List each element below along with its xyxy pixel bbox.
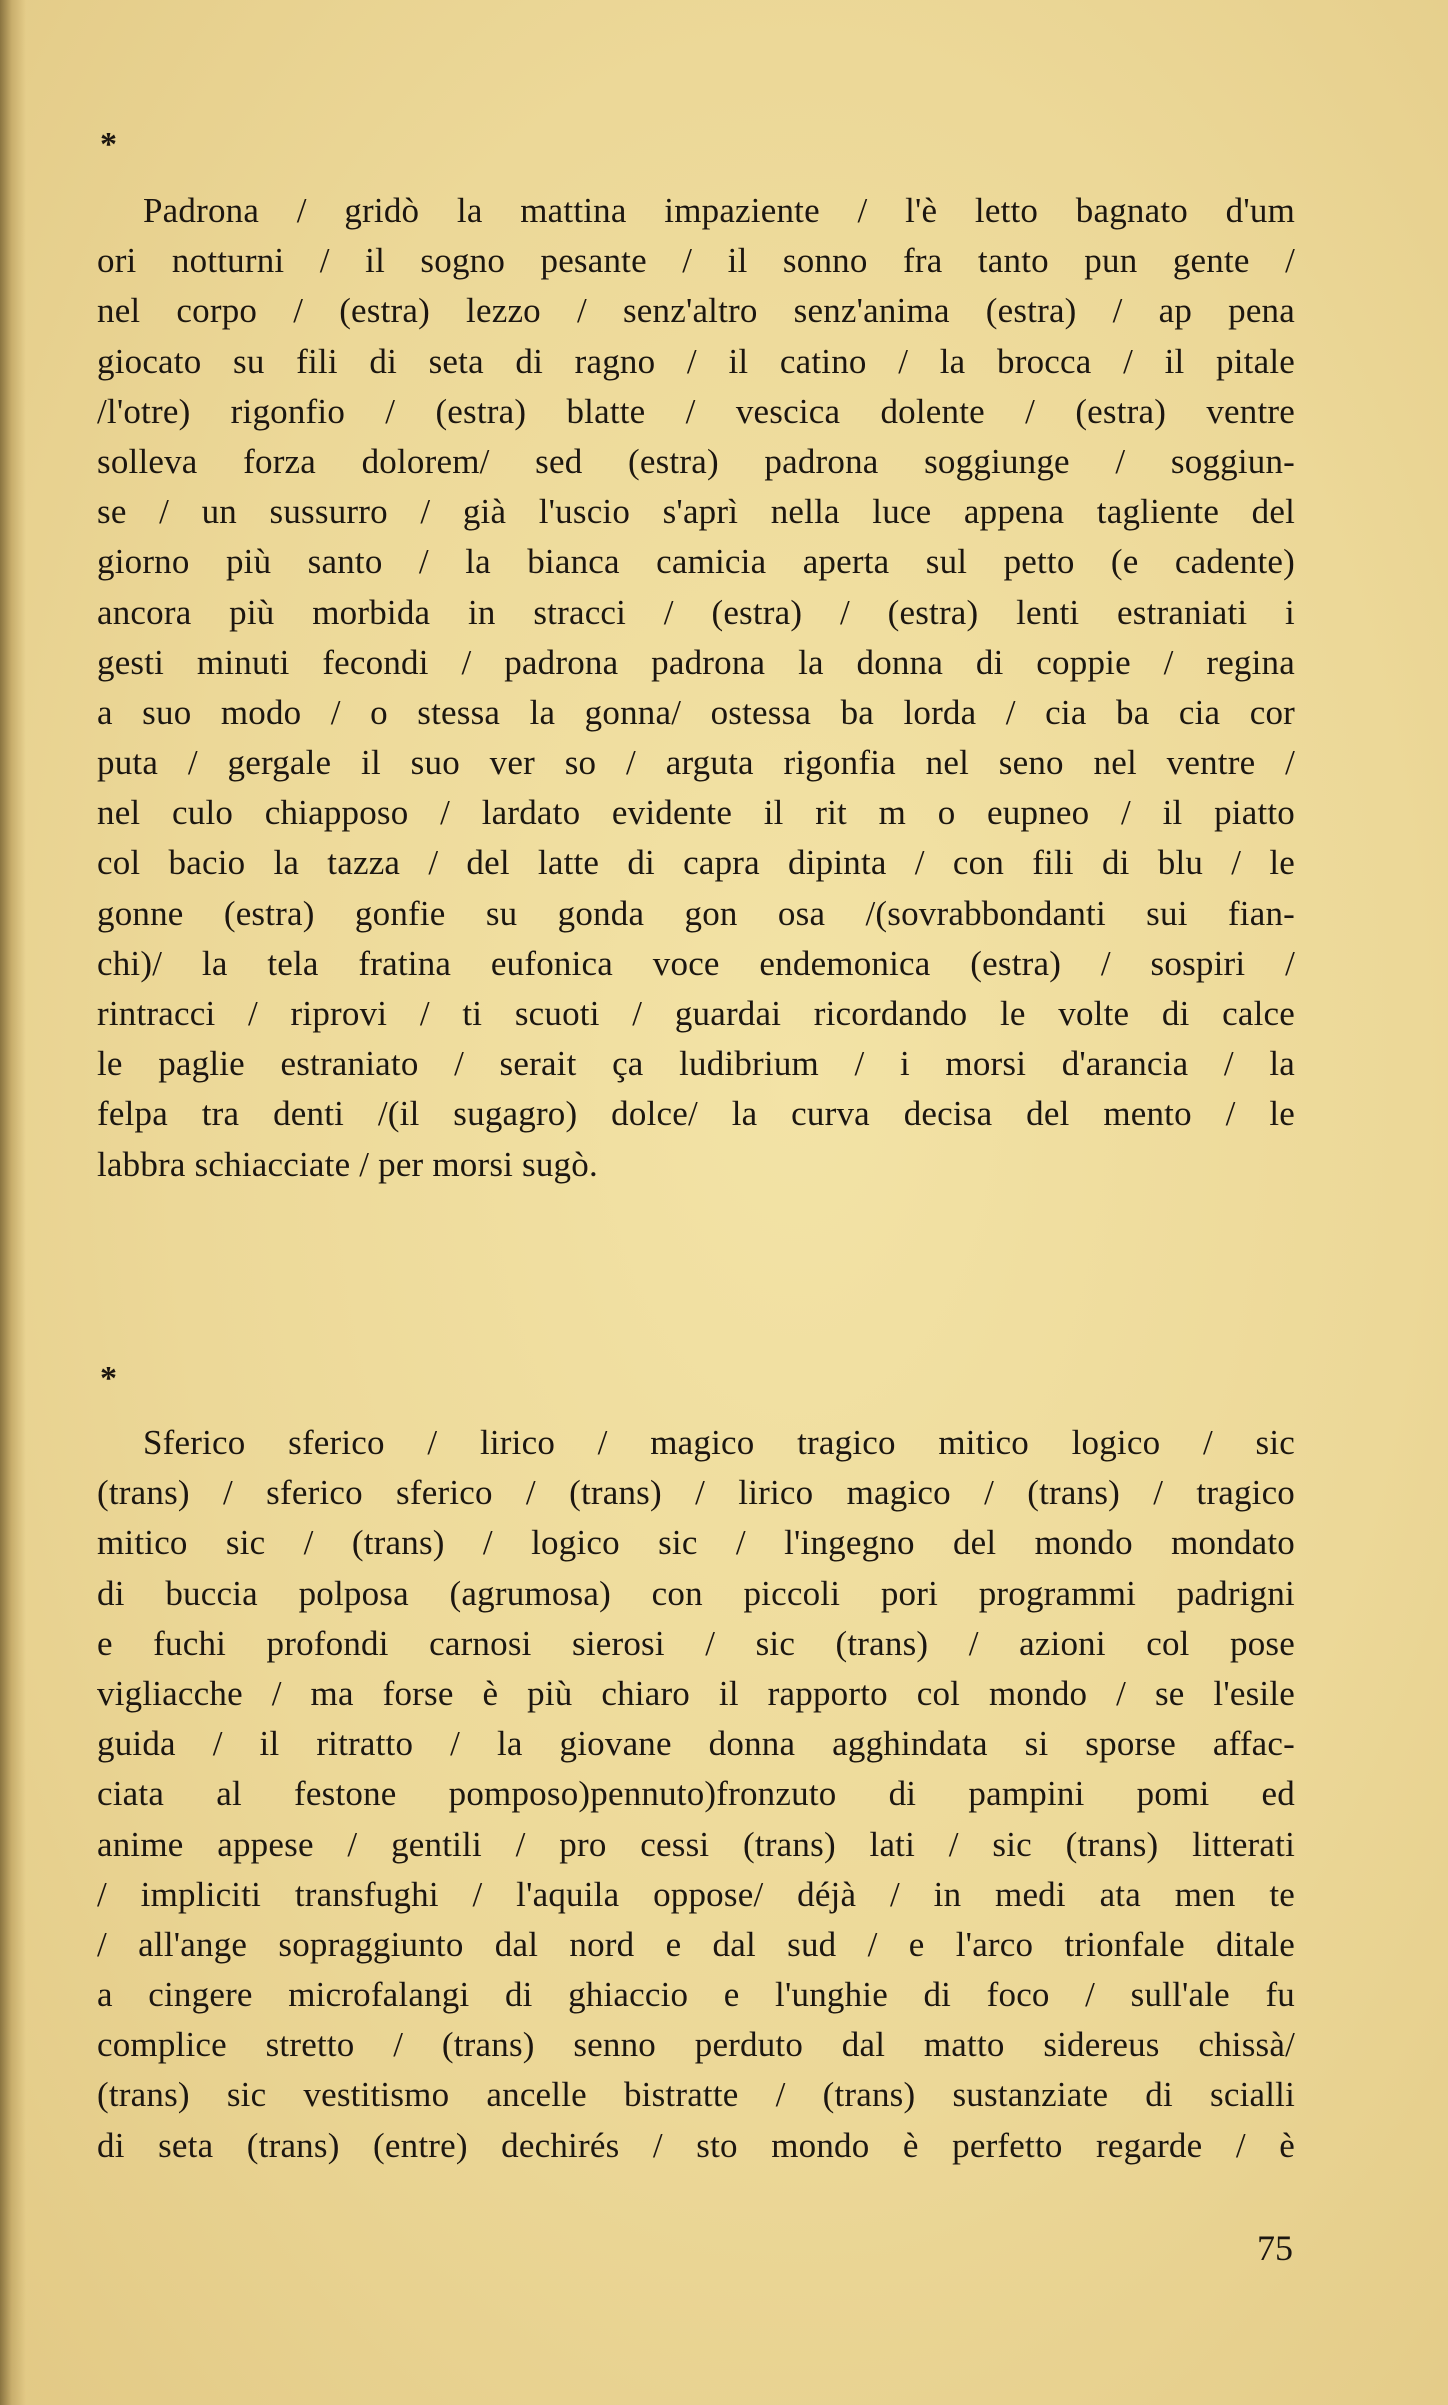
text-line: Sferico sferico / lirico / magico tragico mitico logico / sic: [143, 1423, 1295, 1462]
text-line: felpa tra denti /(il sugagro) dolce/ la curva decisa del mento / le: [97, 1094, 1295, 1134]
text-line: (trans) sic vestitismo ancelle bistratte / (trans) sustanziate di scialli: [97, 2075, 1295, 2115]
text-line: giorno più santo / la bianca camicia aperta sul petto (e cadente): [97, 542, 1295, 582]
text-line: rintracci / riprovi / ti scuoti / guardai ricordando le volte di calce: [97, 994, 1295, 1033]
text-line: vigliacche / ma forse è più chiaro il rapporto col mondo / se l'esile: [97, 1673, 1295, 1713]
poem-section-2: [97, 1418, 1295, 2171]
text-line: le paglie estraniato / serait ça ludibrium / i morsi d'arancia / la: [97, 1044, 1295, 1084]
text-line: / impliciti transfughi / l'aquila oppose/ déjà / in medi ata men te: [97, 1874, 1295, 1914]
text-line: guida / il ritratto / la giovane donna agghindata si sporse affac-: [97, 1724, 1295, 1764]
text-line: /l'otre) rigonfio / (estra) blatte / vescica dolente / (estra) ventre: [97, 391, 1295, 431]
text-line: anime appese / gentili / pro cessi (trans) lati / sic (trans) litterati: [97, 1824, 1295, 1864]
text-line: Padrona / gridò la mattina impaziente / l'è letto bagnato d'um: [143, 191, 1295, 230]
text-line: nel corpo / (estra) lezzo / senz'altro senz'anima (estra) / ap pena: [97, 291, 1295, 331]
text-line: mitico sic / (trans) / logico sic / l'ingegno del mondo mondato: [97, 1523, 1295, 1563]
text-line: puta / gergale il suo ver so / arguta rigonfia nel seno nel ventre /: [97, 743, 1295, 783]
text-line: solleva forza dolorem/ sed (estra) padrona soggiunge / soggiun-: [97, 441, 1295, 481]
text-line: giocato su fili di seta di ragno / il catino / la brocca / il pitale: [97, 341, 1295, 381]
poem-section-1: [97, 186, 1295, 1190]
page-number: 75: [1257, 2228, 1293, 2268]
text-line: di buccia polposa (agrumosa) con piccoli pori programmi padrigni: [97, 1573, 1295, 1613]
text-line: chi)/ la tela fratina eufonica voce endemonica (estra) / sospiri /: [97, 943, 1295, 983]
text-line: a cingere microfalangi di ghiaccio e l'unghie di foco / sull'ale fu: [97, 1975, 1295, 2015]
text-line: labbra schiacciate / per morsi sugò.: [97, 1144, 598, 1184]
text-line: e fuchi profondi carnosi sierosi / sic (trans) / azioni col pose: [97, 1623, 1295, 1663]
spine-shadow: [0, 0, 26, 2405]
text-line: di seta (trans) (entre) dechirés / sto mondo è perfetto regarde / è: [97, 2125, 1295, 2165]
section-2-asterisk: *: [100, 1360, 117, 1397]
text-line: col bacio la tazza / del latte di capra dipinta / con fili di blu / le: [97, 843, 1295, 883]
text-line: / all'ange sopraggiunto dal nord e dal sud / e l'arco trionfale ditale: [97, 1924, 1295, 1964]
text-line: ancora più morbida in stracci / (estra) / (estra) lenti estraniati i: [97, 592, 1295, 632]
text-line: (trans) / sferico sferico / (trans) / lirico magico / (trans) / tragico: [97, 1473, 1295, 1513]
text-line: gonne (estra) gonfie su gonda gon osa /(sovrabbondanti sui fian-: [97, 893, 1295, 933]
text-line: a suo modo / o stessa la gonna/ ostessa ba lorda / cia ba cia cor: [97, 692, 1295, 732]
text-line: gesti minuti fecondi / padrona padrona la donna di coppie / regina: [97, 642, 1295, 682]
text-line: se / un sussurro / già l'uscio s'aprì nella luce appena tagliente del: [97, 492, 1295, 532]
section-1-asterisk: *: [100, 126, 117, 163]
text-line: nel culo chiapposo / lardato evidente il rit m o eupneo / il piatto: [97, 793, 1295, 833]
text-line: ciata al festone pomposo)pennuto)fronzuto di pampini pomi ed: [97, 1774, 1295, 1814]
text-line: complice stretto / (trans) senno perduto dal matto sidereus chissà/: [97, 2025, 1295, 2065]
text-line: ori notturni / il sogno pesante / il sonno fra tanto pun gente /: [97, 241, 1295, 281]
